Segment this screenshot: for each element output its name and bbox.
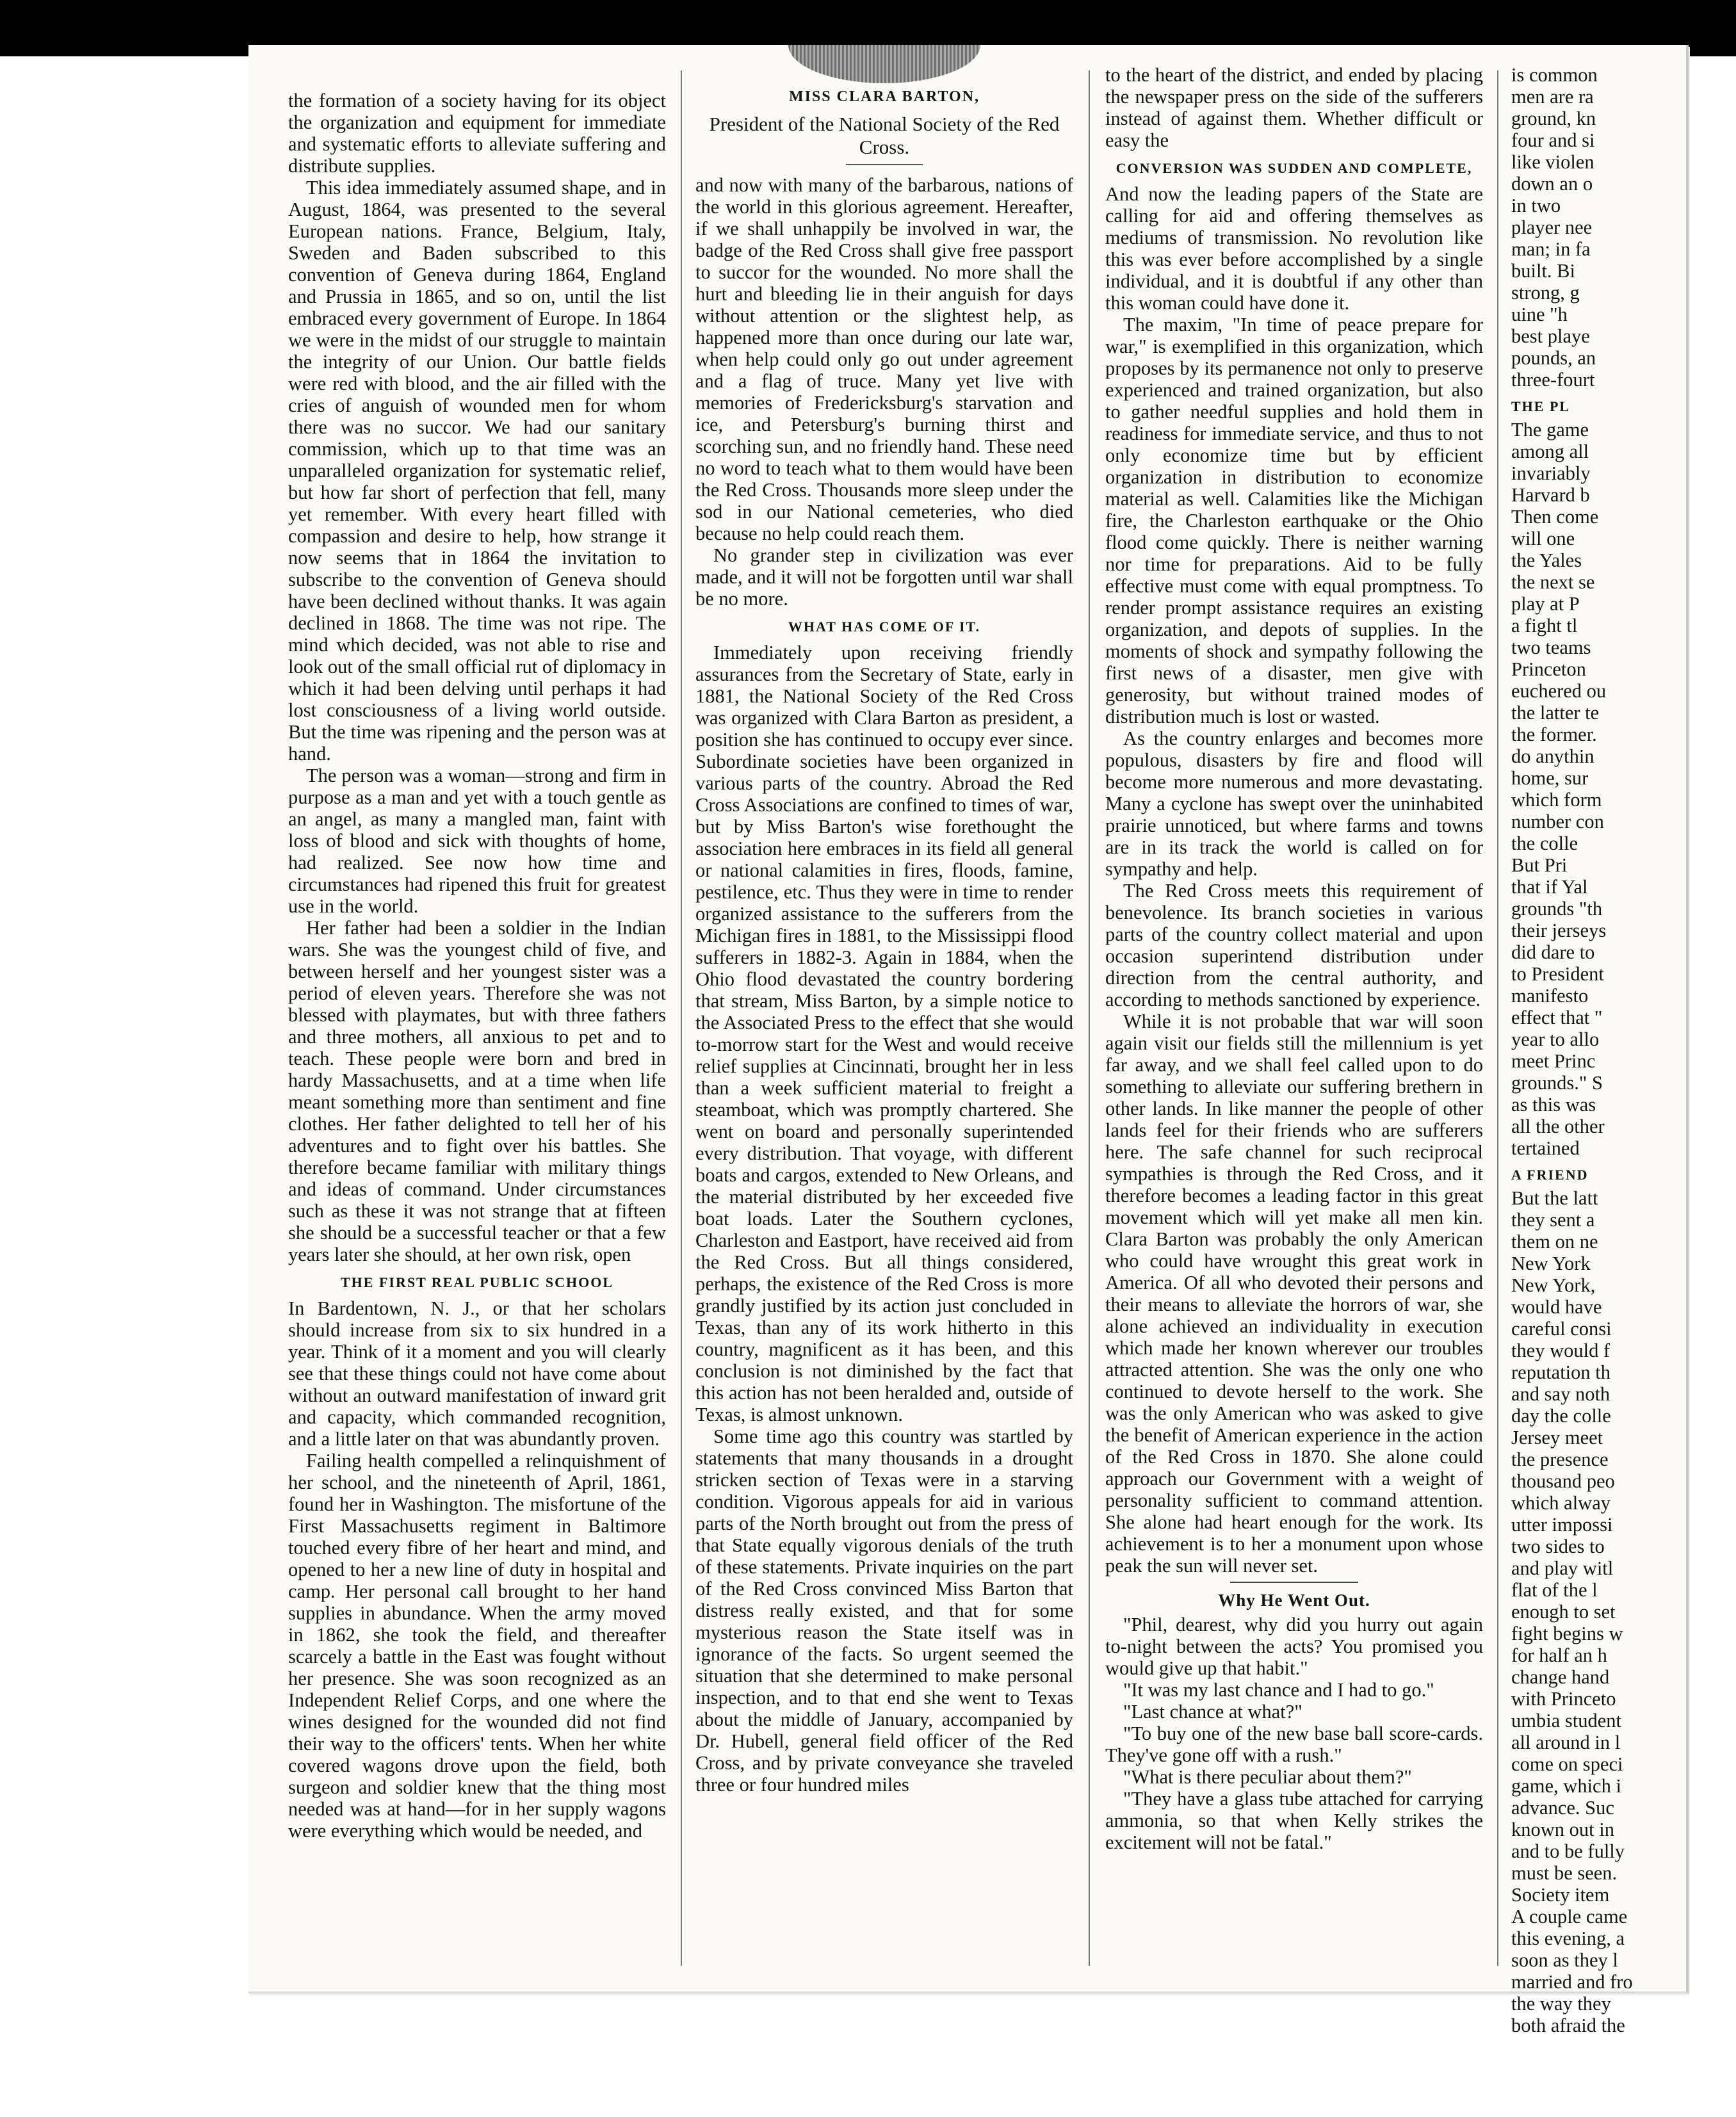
divider [1230,1582,1358,1583]
text-fragment: manifesto [1511,985,1589,1007]
text-fragment: all around in l [1511,1732,1621,1753]
text-fragment: best playe [1511,325,1590,347]
portrait-caption: President of the National Society of the Red Cross. [709,113,1060,158]
story-title: Why He Went Out. [1218,1591,1370,1610]
divider [846,164,923,165]
text-fragment: men are ra [1511,86,1594,108]
paragraph: While it is not probable that war will soon again visit our fields still the millennium is yet far away, and we shall feel called upon to do something to alleviate our suffering brethern in other lands. In like manner the people of other lands feel for their friends who are sufferers here. The safe channel for such reciprocal sympathies is through the Red Cross, and it therefore becomes a leading factor in this great movement which will yet make all men kin. Clara Barton was probably the only American who could have wrought this great work in America. Of all who devoted their persons and their means to alleviate the horrors of war, she alone achieved an individuality in execution which made her known wherever our troubles attracted attention. She was the only one who continued to devote herself to the work. She was the only American who was asked to give the benefit of American experience in the action of the Red Cross in 1870. She alone could approach our Government with a weight of personality sufficient to command attention. She alone had heart enough for the work. Its achievement is to her a monument upon whose peak the sun will never set. [1105,1010,1483,1577]
text-fragment: would have [1511,1296,1602,1318]
text-fragment: two sides to [1511,1536,1605,1557]
text-fragment: Then come [1511,506,1599,528]
text-fragment: But Pri [1511,854,1568,876]
text-fragment: fight begins w [1511,1623,1623,1644]
dialogue-line: "It was my last chance and I had to go." [1123,1679,1434,1701]
column-4-cropped [1511,64,1681,2036]
text-fragment: both afraid the [1511,2015,1625,2036]
text-fragment: the way they [1511,1993,1611,2015]
paragraph: Some time ago this country was startled by statements that many thousands in a drought stricken section of Texas were in a starving condition. Vigorous appeals for aid in various parts of the North brought out from the press of that State equally vigorous denials of the truth of these statements. Private inquiries on the part of the Red Cross convinced Miss Barton that distress really existed, and that for some mysterious reason the State itself was in ignorance of the facts. So urgent seemed the situation that she determined to make personal inspection, and to that end she went to Texas about the middle of January, accompanied by Dr. Hubell, general field officer of the Red Cross, and by private conveyance she traveled three or four hundred miles [695,1425,1073,1796]
text-fragment: which form [1511,789,1602,811]
text-fragment: number con [1511,811,1604,832]
text-fragment: two teams [1511,637,1591,658]
text-fragment: among all [1511,441,1589,462]
text-fragment: down an o [1511,173,1593,195]
paragraph: As the country enlarges and becomes more populous, disasters by fire and flood will become more numerous and more devastating. Many a cyclone has swept over the uninhabited prairie unnoticed, but where farms and towns are in its track the world is called on for sympathy and help. [1105,727,1483,880]
text-fragment: to President [1511,963,1604,985]
text-fragment: soon as they l [1511,1949,1618,1971]
text-fragment: Society item [1511,1884,1610,1906]
text-fragment: man; in fa [1511,238,1591,260]
text-fragment: four and si [1511,129,1595,151]
text-fragment: like violen [1511,151,1594,173]
subheading: WHAT HAS COME OF IT. [788,619,981,635]
text-fragment: play at P [1511,593,1580,615]
text-fragment: in two [1511,195,1561,216]
text-fragment: game, which i [1511,1775,1621,1797]
text-fragment: come on speci [1511,1753,1623,1775]
text-fragment: they sent a [1511,1209,1595,1231]
text-fragment: grounds." S [1511,1072,1603,1094]
dialogue-line: "What is there peculiar about them?" [1123,1766,1412,1788]
newspaper-page [248,45,1689,2036]
text-fragment: the latter te [1511,702,1600,724]
paragraph: and now with many of the barbarous, nations of the world in this glorious agreement. Hereafter, if we shall unhappily be involved in war, the badge of the Red Cross shall give free passport to succor for the wounded. No more shall the hurt and bleeding lie in their anguish for days without attention or the slightest help, as happened more than once during our late war, when help could only go out under agreement and a flag of truce. Many yet live with memories of Fredericksburg's starvation and ice, and Petersburg's burning thirst and scorching sun, and no friendly hand. These need no word to teach what to them would have been the Red Cross. Thousands more sleep under the sod in our National cemeteries, who died because no help could reach them. [695,174,1073,544]
dialogue-line: "They have a glass tube attached for carrying ammonia, so that when Kelly strikes the excitement will not be fatal." [1105,1788,1483,1853]
text-fragment: uine "h [1511,304,1568,325]
text-fragment: and to be fully [1511,1840,1625,1862]
paragraph: The person was a woman—strong and firm in purpose as a man and yet with a touch gentle as an angel, as many a mangled man, faint with loss of blood and sick with thoughts of home, had realized. See now how time and circumstances had ripened this fruit for greatest use in the world. [288,765,666,917]
text-fragment: But the latt [1511,1187,1598,1209]
paragraph: The Red Cross meets this requirement of benevolence. Its branch societies in various parts of the country collect material and upon occasion superintend distribution under direction from the central authority, and according to methods sanctioned by experience. [1105,880,1483,1010]
text-fragment: tertained [1511,1137,1580,1159]
text-fragment: three-fourt [1511,369,1595,391]
text-fragment: careful consi [1511,1318,1612,1340]
text-fragment: all the other [1511,1115,1605,1137]
text-fragment: reputation th [1511,1361,1611,1383]
text-fragment: effect that " [1511,1007,1603,1028]
text-fragment: strong, g [1511,282,1580,304]
text-fragment: and play witl [1511,1557,1614,1579]
column-1 [288,90,666,2017]
subheading: CONVERSION WAS SUDDEN AND COMPLETE, [1115,160,1473,176]
paragraph: Failing health compelled a relinquishment of her school, and the nineteenth of April, 1861, found her in Washington. The misfortune of the First Massachusetts regiment in Baltimore touched every fibre of her heart and mind, and opened to her a new line of duty in hospital and camp. Her personal call brought to her hand supplies in abundance. When the army moved in 1862, she took the field, and thereafter scarcely a battle in the East was fought without her presence. She was soon recognized as an Independent Relief Corps, and one where the wines designed for the wounded did not find their way to the officers' tents. When her white covered wagons drove upon the field, both surgeon and soldier knew that the thing most needed was at hand—for in her supply wagons were everything which would be needed, and [288,1450,666,1842]
paragraph: Her father had been a soldier in the Indian wars. She was the youngest child of five, and between herself and her youngest sister was a period of eleven years. Therefore she was not blessed with playmates, but with three fathers and three mothers, all anxious to pet and to teach. These people were born and bred in hardy Massachusetts, and at a time when life meant something more than sentiment and fine clothes. Her father delighted to tell her of his adventures and to fight over his battles. She therefore became familiar with military things and ideas of command. Under circumstances such as these it was not strange that at fifteen she should be a successful teacher or that a few years later she should, at her own risk, open [288,917,666,1265]
dialogue-line: "Last chance at what?" [1123,1701,1302,1723]
column-rule [1089,70,1090,1966]
dialogue-line: "To buy one of the new base ball score-cards. They've gone off with a rush." [1105,1723,1483,1766]
text-fragment: New York [1511,1253,1591,1274]
text-fragment: the colle [1511,832,1578,854]
text-fragment: invariably [1511,462,1591,484]
text-fragment: Princeton [1511,658,1586,680]
column-2 [695,45,1073,1972]
text-fragment: built. Bi [1511,260,1575,282]
text-fragment: pounds, an [1511,347,1596,369]
text-fragment: New York, [1511,1274,1596,1296]
portrait-engraving [788,45,980,83]
text-fragment: umbia student [1511,1710,1621,1732]
text-fragment: known out in [1511,1819,1614,1840]
text-fragment: they would f [1511,1340,1610,1361]
text-fragment: them on ne [1511,1231,1598,1253]
text-fragment: the next se [1511,571,1595,593]
text-fragment: the Yales [1511,549,1582,571]
text-fragment: player nee [1511,216,1593,238]
text-fragment: the former. [1511,724,1597,745]
paragraph: to the heart of the district, and ended by placing the newspaper press on the side of the sufferers instead of against them. Whether difficult or easy the [1105,64,1483,151]
text-fragment: flat of the l [1511,1579,1598,1601]
text-fragment: grounds "th [1511,898,1603,920]
paragraph: The maxim, "In time of peace prepare for war," is exemplified in this organization, which proposes by its permanence not only to preserve experienced and trained organization, but also to gather needful supplies and hold them in readiness for immediate service, and thus to not only economize time but by efficient organization in distribution to economize material as well. Calamities like the Michigan fire, the Charleston earthquake or the Ohio flood come quickly. There is neither warning nor time for preparations. Aid to be fully effective must come with equal promptness. To render prompt assistance requires an existing organization, and depots of supplies. In the moments of shock and sympathy following the first news of a disaster, men give with generosity, but without trained modes of distribution much is lost or wasted. [1105,314,1483,727]
text-fragment: a fight tl [1511,615,1578,637]
paragraph: This idea immediately assumed shape, and in August, 1864, was presented to the several European nations. France, Belgium, Italy, Sweden and Baden subscribed to this convention of Geneva during 1864, England and Prussia in 1865, and so on, until the list embraced every government of Europe. In 1864 we were in the midst of our struggle to maintain the integrity of our Union. Our battle fields were red with blood, and the air filled with the cries of anguish of wounded men for whom there was no succor. We had our sanitary commission, which up to that time was an unparalleled organization for systematic relief, but how far short of perfection that fell, many yet remember. With every heart filled with compassion and desire to help, how strange it now seems that in 1864 the invitation to subscribe to the convention of Geneva should have been declined without thanks. It was again declined in 1868. The time was not ripe. The mind which decided, was not able to rise and look out of the small official rut of diplomacy in which it had been delving until perhaps it had lost consciousness of a living world outside. But the time was ripening and the person was at hand. [288,177,666,765]
text-fragment: THE PL [1511,398,1571,414]
text-fragment: must be seen. [1511,1862,1618,1884]
text-fragment: will one [1511,528,1575,549]
text-fragment: The game [1511,419,1589,441]
text-fragment: for half an h [1511,1644,1607,1666]
text-fragment: Harvard b [1511,484,1590,506]
paragraph: the formation of a society having for its object the organization and equipment for immediate and systematic efforts to alleviate suffering and distribute supplies. [288,90,666,177]
text-fragment: euchered ou [1511,680,1607,702]
text-fragment: advance. Suc [1511,1797,1614,1819]
text-fragment: A couple came [1511,1906,1628,1927]
paragraph: And now the leading papers of the State are calling for aid and offering themselves as mediums of transmission. No revolution like this was ever before accomplished by a single individual, and it is doubtful if any other than this woman could have done it. [1105,183,1483,314]
paragraph: In Bardentown, N. J., or that her scholars should increase from six to six hundred in a year. Think of it a moment and you will clearly see that these things could not have come about without an outward manifestation of inward grit and capacity, which commanded recognition, and a little later on that was abundantly proven. [288,1297,666,1450]
text-fragment: day the colle [1511,1405,1611,1427]
text-fragment: their jerseys [1511,920,1607,941]
text-fragment: A FRIEND [1511,1167,1589,1183]
text-fragment: do anythin [1511,745,1594,767]
text-fragment: that if Yal [1511,876,1588,898]
subheading: THE FIRST REAL PUBLIC SCHOOL [340,1274,614,1290]
text-fragment: ground, kn [1511,108,1596,129]
column-rule [681,70,682,1966]
text-fragment: and say noth [1511,1383,1610,1405]
text-fragment: Jersey meet [1511,1427,1603,1448]
text-fragment: married and fro [1511,1971,1633,1993]
dialogue-line: "Phil, dearest, why did you hurry out again to-night between the acts? You promised you would give up that habit." [1105,1614,1483,1679]
text-fragment: this evening, a [1511,1927,1625,1949]
text-fragment: year to allo [1511,1028,1600,1050]
text-fragment: home, sur [1511,767,1589,789]
text-fragment: change hand [1511,1666,1610,1688]
text-fragment: is common [1511,64,1598,86]
paragraph: No grander step in civilization was ever made, and it will not be forgotten until war shall be no more. [695,544,1073,610]
text-fragment: utter impossi [1511,1514,1613,1536]
text-fragment: meet Princ [1511,1050,1596,1072]
text-fragment: enough to set [1511,1601,1616,1623]
text-fragment: as this was [1511,1094,1596,1115]
paragraph: Immediately upon receiving friendly assurances from the Secretary of State, early in 1881, the National Society of the Red Cross was organized with Clara Barton as president, a position she has continued to occupy ever since. Subordinate societies have been organized in various parts of the country. Abroad the Red Cross Associations are confined to times of war, but by Miss Barton's wise forethought the association here embraces in its field all general or national calamities in fires, floods, famine, pestilence, etc. Thus they were in time to render organized assistance to the sufferers from the Michigan fires in 1881, to the Mississippi flood sufferers in 1882-3. Again in 1884, when the Ohio flood devastated the country bordering that stream, Miss Barton, by a simple notice to the Associated Press to the effect that she would to-morrow start for the West and would receive relief supplies at Cincinnati, brought her in less than a week sufficient material to freight a steamboat, which was promptly chartered. She went on board and personally superintended every distribution. That voyage, with different boats and cargos, extended to New Orleans, and the material distributed by her exceeded five boat loads. Later the Southern cyclones, Charleston and Eastport, have received aid from the Red Cross. But all things considered, perhaps, the existence of the Red Cross is more grandly justified by its action just concluded in Texas, than any of its work hitherto in this country, magnificent as it has been, and this conclusion is not diminished by the fact that this action has not been heralded and, outside of Texas, is almost unknown. [695,642,1073,1425]
text-fragment: did dare to [1511,941,1595,963]
portrait-caption-name: MISS CLARA BARTON, [788,88,980,105]
text-fragment: thousand peo [1511,1470,1615,1492]
column-3 [1105,64,1483,1991]
text-fragment: with Princeto [1511,1688,1616,1710]
text-fragment: which alway [1511,1492,1610,1514]
column-rule [1497,70,1498,1966]
text-fragment: the presence [1511,1448,1609,1470]
